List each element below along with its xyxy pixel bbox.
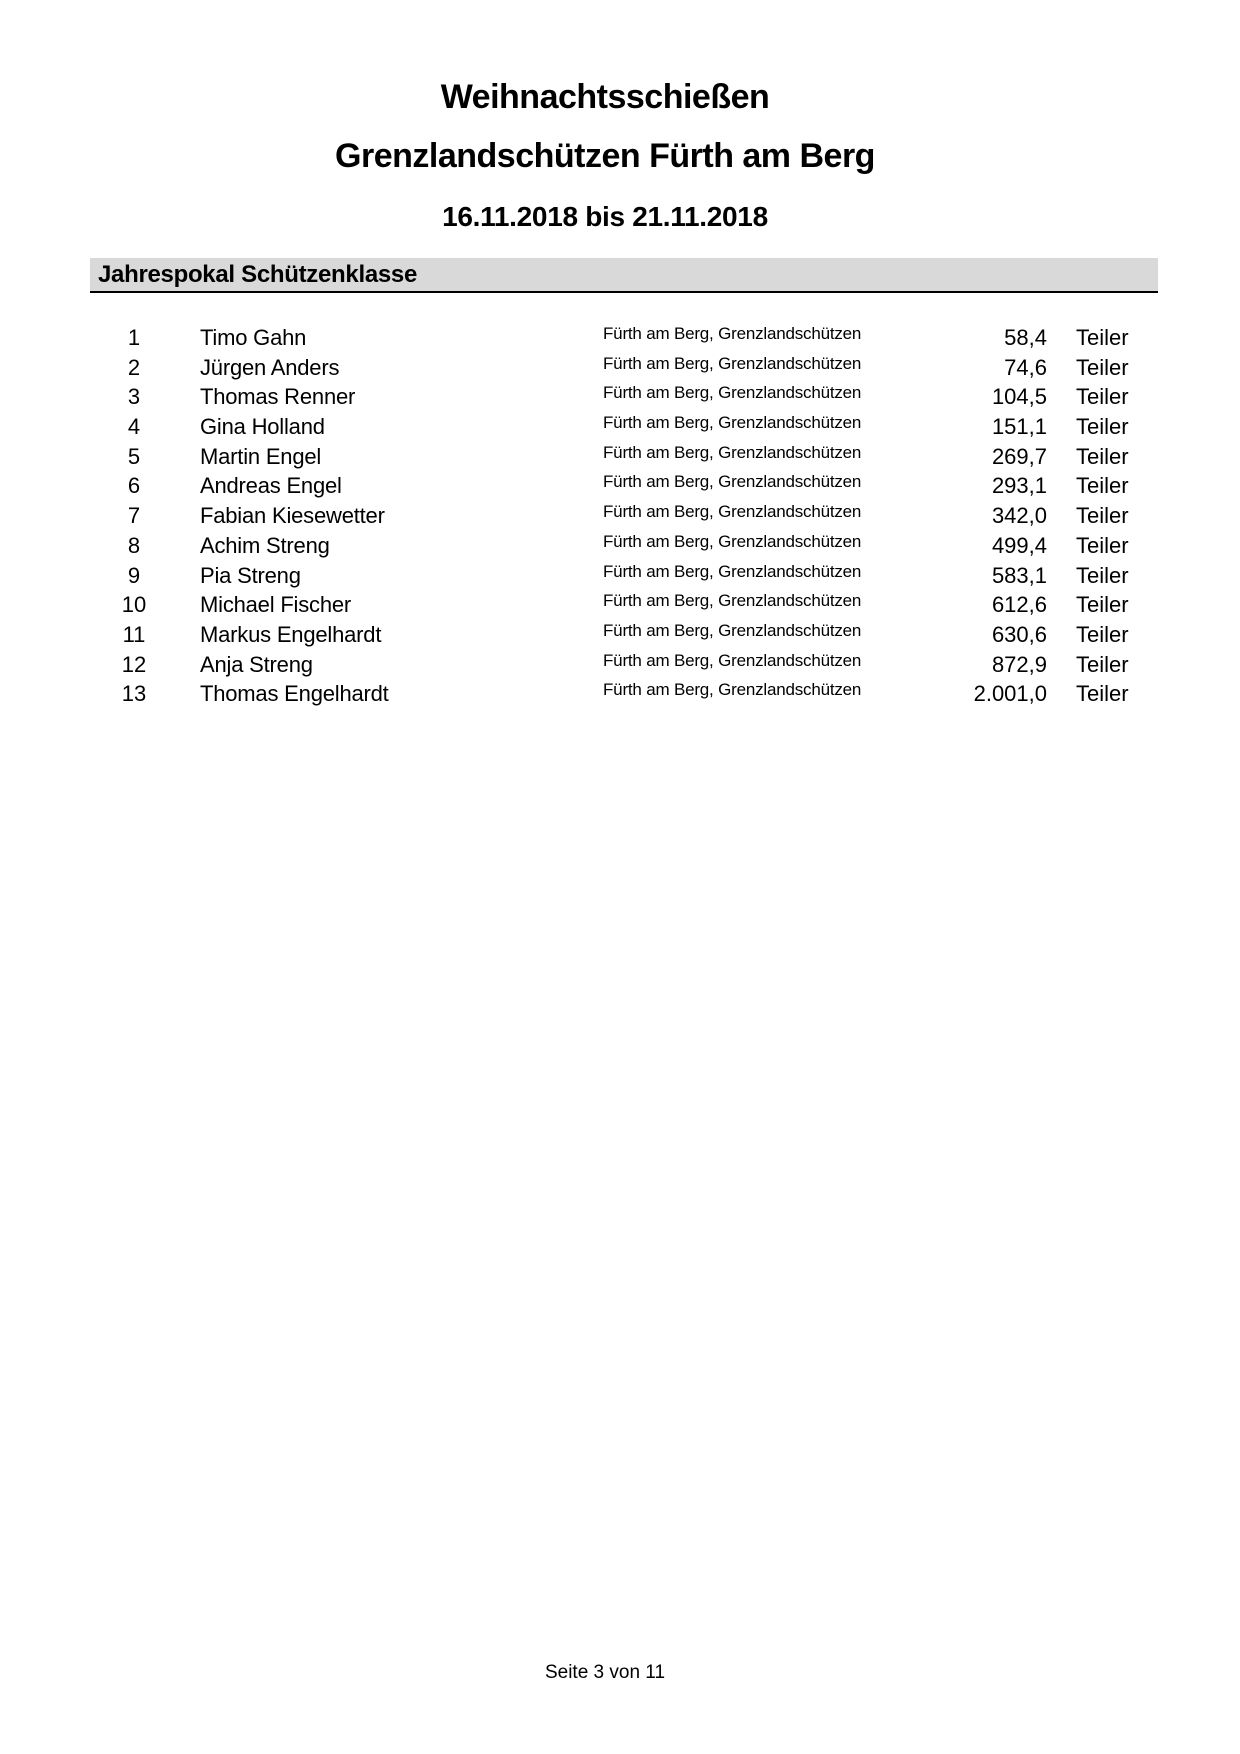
shooter-name: Timo Gahn — [200, 325, 307, 350]
result-row — [0, 323, 1240, 353]
shooter-name: Jürgen Anders — [200, 354, 340, 380]
results-list — [0, 323, 1240, 709]
score-unit: Teiler — [1076, 621, 1129, 647]
club-name: Fürth am Berg, Grenzlandschützen — [603, 472, 862, 492]
club-name: Fürth am Berg, Grenzlandschützen — [603, 620, 862, 640]
rank: 6 — [127, 473, 141, 499]
rank: 13 — [121, 681, 147, 707]
shooter-name: Pia Streng — [200, 562, 301, 588]
rank: 7 — [127, 503, 141, 529]
score: 630,6 — [991, 621, 1047, 647]
score-unit: Teiler — [1076, 473, 1129, 499]
shooter-name: Anja Streng — [200, 651, 313, 677]
club-name: Fürth am Berg, Grenzlandschützen — [603, 591, 862, 611]
date-range: 16.11.2018 bis 21.11.2018 — [442, 201, 768, 232]
score: 74,6 — [1004, 354, 1047, 380]
score: 2.001,0 — [973, 681, 1047, 707]
club-name: Fürth am Berg, Grenzlandschützen — [603, 561, 862, 581]
result-row — [0, 471, 1240, 501]
score-unit: Teiler — [1076, 651, 1129, 677]
score-unit: Teiler — [1076, 503, 1129, 529]
shooter-name: Fabian Kiesewetter — [200, 503, 385, 529]
result-row — [0, 679, 1240, 709]
club-name: Fürth am Berg, Grenzlandschützen — [603, 650, 862, 670]
score: 151,1 — [991, 414, 1047, 440]
page-number: Seite 3 von 11 — [544, 1662, 666, 1683]
document-title: Weihnachtsschießen — [440, 78, 770, 116]
score: 342,0 — [991, 503, 1047, 529]
club-name: Fürth am Berg, Grenzlandschützen — [603, 531, 862, 551]
score: 104,5 — [991, 384, 1047, 410]
score-unit: Teiler — [1076, 384, 1129, 410]
shooter-name: Martin Engel — [200, 443, 322, 469]
score: 58,4 — [1004, 325, 1047, 350]
result-row — [0, 501, 1240, 531]
result-row — [0, 561, 1240, 591]
rank: 3 — [127, 384, 141, 410]
result-row — [0, 382, 1240, 412]
result-row — [0, 650, 1240, 680]
score: 293,1 — [991, 473, 1047, 499]
club-name: Fürth am Berg, Grenzlandschützen — [603, 680, 862, 700]
result-row — [0, 531, 1240, 561]
rank: 9 — [127, 562, 141, 588]
score-unit: Teiler — [1076, 681, 1129, 707]
score-unit: Teiler — [1076, 414, 1129, 440]
score-unit: Teiler — [1076, 592, 1129, 618]
score-unit: Teiler — [1076, 443, 1129, 469]
score: 269,7 — [991, 443, 1047, 469]
result-row — [0, 412, 1240, 442]
rank: 10 — [121, 592, 147, 618]
score: 612,6 — [991, 592, 1047, 618]
score-unit: Teiler — [1076, 562, 1129, 588]
shooter-name: Achim Streng — [200, 532, 330, 558]
rank: 11 — [122, 621, 146, 647]
section-title: Jahrespokal Schützenklasse — [98, 261, 418, 288]
rank: 4 — [127, 414, 141, 440]
score: 872,9 — [991, 651, 1047, 677]
shooter-name: Thomas Engelhardt — [200, 681, 389, 707]
club-name: Fürth am Berg, Grenzlandschützen — [603, 413, 862, 433]
score-unit: Teiler — [1076, 325, 1129, 350]
shooter-name: Gina Holland — [200, 414, 325, 440]
rank: 2 — [127, 354, 141, 380]
rank: 1 — [127, 325, 141, 350]
rank: 12 — [121, 651, 147, 677]
rank: 8 — [127, 532, 141, 558]
result-row — [0, 442, 1240, 472]
shooter-name: Thomas Renner — [200, 384, 356, 410]
result-row — [0, 590, 1240, 620]
result-row — [0, 353, 1240, 383]
document-subtitle: Grenzlandschützen Fürth am Berg — [335, 137, 875, 175]
club-name: Fürth am Berg, Grenzlandschützen — [603, 502, 862, 522]
club-name: Fürth am Berg, Grenzlandschützen — [603, 353, 862, 373]
section-header — [90, 258, 1158, 293]
club-name: Fürth am Berg, Grenzlandschützen — [603, 324, 862, 343]
score-unit: Teiler — [1076, 354, 1129, 380]
rank: 5 — [127, 443, 141, 469]
score-unit: Teiler — [1076, 532, 1129, 558]
score: 583,1 — [991, 562, 1047, 588]
shooter-name: Markus Engelhardt — [200, 621, 382, 647]
shooter-name: Andreas Engel — [200, 473, 342, 499]
result-row — [0, 620, 1240, 650]
score: 499,4 — [991, 532, 1047, 558]
shooter-name: Michael Fischer — [200, 592, 352, 618]
club-name: Fürth am Berg, Grenzlandschützen — [603, 383, 862, 403]
club-name: Fürth am Berg, Grenzlandschützen — [603, 442, 862, 462]
